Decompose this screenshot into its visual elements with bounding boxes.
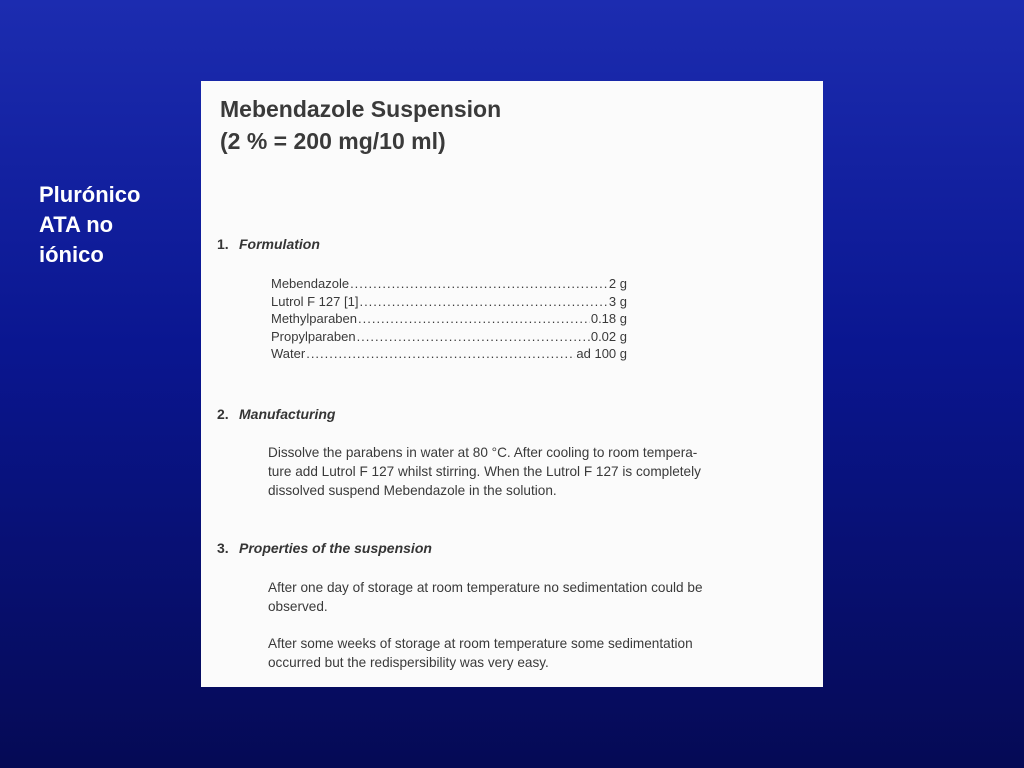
document-title <box>220 93 501 157</box>
subtitle-line: (2 % = 200 mg/10 ml) <box>220 128 446 154</box>
section-heading-formulation <box>217 236 320 252</box>
formulation-item <box>271 328 627 346</box>
leader-dots <box>359 293 607 311</box>
leader-dots <box>358 310 590 328</box>
formulation-item <box>271 275 627 293</box>
paragraph-line: ture add Lutrol F 127 whilst stirring. When the Lutrol F 127 is completely <box>268 464 701 479</box>
section-number: 1. <box>217 236 229 252</box>
title-line: Mebendazole Suspension <box>220 96 502 122</box>
paragraph-line: observed. <box>268 599 328 614</box>
properties-paragraph-1 <box>268 578 703 616</box>
section-heading-properties <box>217 540 432 556</box>
ingredient-amount: ad 100 g <box>576 346 627 362</box>
ingredient-amount: 3 g <box>608 293 627 309</box>
manufacturing-paragraph <box>268 443 701 500</box>
formulation-item <box>271 310 627 328</box>
ingredient-name: Water <box>271 346 306 362</box>
ingredient-name: Mebendazole <box>271 276 350 291</box>
formulation-item <box>271 345 627 363</box>
side-note-line: Plurónico <box>39 182 141 207</box>
ingredient-amount: 0.02 g <box>590 328 627 344</box>
side-note-line: ATA no <box>39 212 114 237</box>
document-scan <box>201 81 823 687</box>
section-heading-text: Formulation <box>239 236 320 252</box>
paragraph-line: Dissolve the parabens in water at 80 °C. After cooling to room tempera- <box>268 445 698 460</box>
ingredient-amount: 2 g <box>608 276 627 291</box>
properties-paragraph-2 <box>268 634 693 672</box>
section-number: 2. <box>217 406 229 422</box>
paragraph-line: dissolved suspend Mebendazole in the solution. <box>268 483 557 498</box>
section-heading-text: Properties of the suspension <box>239 540 432 556</box>
side-note-line: iónico <box>39 242 104 267</box>
paragraph-line: After one day of storage at room temperature no sedimentation could be <box>268 580 703 595</box>
section-heading-text: Manufacturing <box>239 406 336 422</box>
ingredient-name: Propylparaben <box>271 328 356 344</box>
side-note <box>39 180 140 270</box>
ingredient-name: Lutrol F 127 [1] <box>271 293 359 309</box>
section-number: 3. <box>217 540 229 556</box>
leader-dots <box>350 275 608 293</box>
leader-dots <box>306 345 575 363</box>
paragraph-line: After some weeks of storage at room temperature some sedimentation <box>268 636 693 651</box>
section-heading-manufacturing <box>217 406 335 422</box>
leader-dots <box>357 328 590 346</box>
ingredient-name: Methylparaben <box>271 311 357 327</box>
formulation-list <box>271 275 627 363</box>
paragraph-line: occurred but the redispersibility was very easy. <box>268 655 549 670</box>
ingredient-amount: 0.18 g <box>590 311 627 327</box>
formulation-item <box>271 293 627 311</box>
